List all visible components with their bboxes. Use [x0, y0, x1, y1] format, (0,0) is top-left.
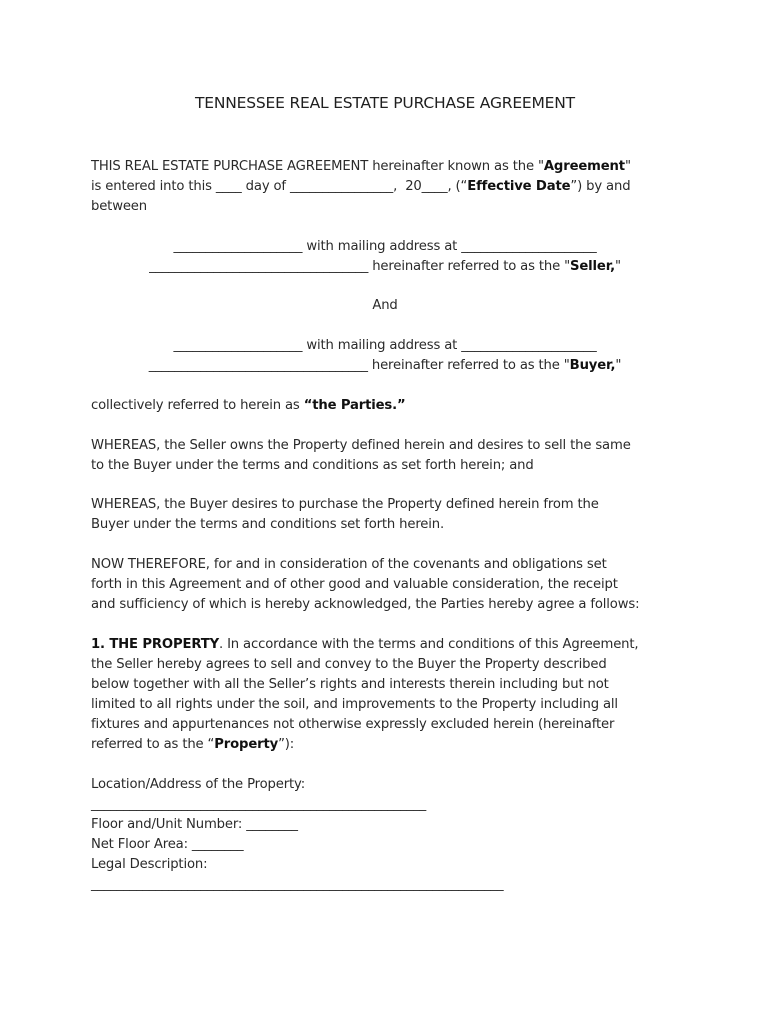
location-blank: ____________________________________________________ [91, 797, 427, 812]
section1-line-3: below together with all the Seller’s rights and interests therein including but not [91, 677, 609, 692]
whereas1-line-1: WHEREAS, the Seller owns the Property defined herein and desires to sell the same [91, 438, 631, 453]
now-therefore-line-3: and sufficiency of which is hereby acknowledged, the Parties hereby agree a follows: [91, 597, 640, 612]
section1-heading: 1. THE PROPERTY [91, 637, 219, 652]
whereas2-line-1: WHEREAS, the Buyer desires to purchase the Property defined herein from the [91, 497, 599, 512]
floor-unit-field: Floor and/Unit Number: ________ [91, 817, 298, 832]
effective-date-term: Effective Date [467, 179, 571, 194]
intro-line-3: between [91, 199, 147, 214]
and-label: And [372, 298, 398, 313]
intro-line-2: is entered into this ____ day of ________________, 20____, (“Effective Date”) by and [91, 179, 631, 194]
seller-term: Seller, [570, 259, 615, 274]
section1-line-6: referred to as the “Property”): [91, 737, 295, 752]
section1-line-4: limited to all rights under the soil, and improvements to the Property including all [91, 697, 618, 712]
legal-description-blank: ________________________________________________________________ [91, 877, 504, 892]
whereas2-line-2: Buyer under the terms and conditions set forth herein. [91, 517, 445, 532]
seller-line-2: __________________________________ hereinafter referred to as the "Seller," [149, 259, 621, 274]
agreement-term: Agreement [543, 159, 625, 174]
now-therefore-line-1: NOW THEREFORE, for and in consideration of the covenants and obligations set [91, 557, 607, 572]
buyer-line-2: __________________________________ hereinafter referred to as the "Buyer," [148, 358, 622, 373]
buyer-line-1: ____________________ with mailing address at _____________________ [173, 338, 597, 353]
legal-description-label: Legal Description: [91, 857, 208, 872]
intro-line-1: THIS REAL ESTATE PURCHASE AGREEMENT hereinafter known as the "Agreement" [91, 159, 631, 174]
parties-term: “the Parties.” [303, 398, 406, 413]
property-term: Property [214, 737, 279, 752]
section1-line-2: the Seller hereby agrees to sell and convey to the Buyer the Property described [91, 657, 607, 672]
section1-line-1: 1. THE PROPERTY. In accordance with the terms and conditions of this Agreement, [91, 637, 639, 652]
buyer-term: Buyer, [569, 358, 616, 373]
section1-line-5: fixtures and appurtenances not otherwise expressly excluded herein (hereinafter [91, 717, 615, 732]
whereas1-line-2: to the Buyer under the terms and conditions as set forth herein; and [91, 458, 534, 473]
seller-line-1: ____________________ with mailing address at _____________________ [173, 239, 597, 254]
location-label: Location/Address of the Property: [91, 777, 306, 792]
parties-line: collectively referred to herein as “the Parties.” [91, 398, 406, 413]
now-therefore-line-2: forth in this Agreement and of other good and valuable consideration, the receipt [91, 577, 618, 592]
document-title: TENNESSEE REAL ESTATE PURCHASE AGREEMENT [195, 94, 575, 112]
net-floor-area-field: Net Floor Area: ________ [91, 837, 244, 852]
